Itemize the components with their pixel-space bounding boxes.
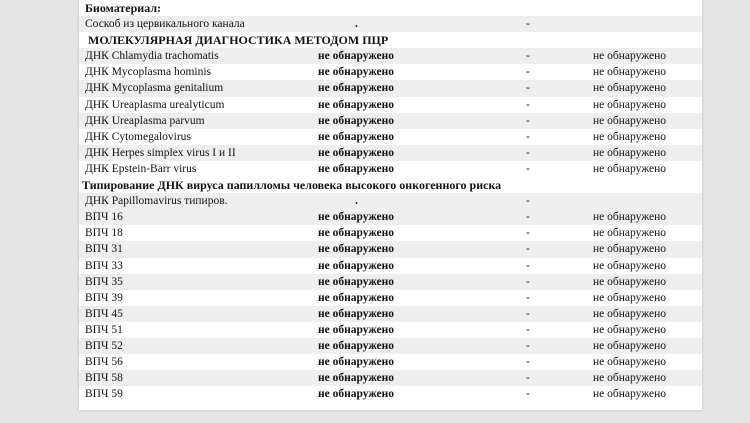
test-name: ВПЧ 18 bbox=[85, 227, 123, 240]
hpv-table-row bbox=[79, 274, 702, 290]
test-reference: не обнаружено bbox=[593, 227, 666, 240]
pcr-section-title: МОЛЕКУЛЯРНАЯ ДИАГНОСТИКА МЕТОДОМ ПЦР bbox=[88, 33, 389, 48]
test-name: ДНК Ureaplasma urealyticum bbox=[85, 98, 225, 111]
hpv-table-row bbox=[79, 209, 702, 225]
pcr-table-row bbox=[79, 113, 702, 129]
pcr-table-row bbox=[79, 161, 702, 177]
test-reference: не обнаружено bbox=[593, 211, 666, 224]
hpv-subheader-dash: - bbox=[526, 195, 530, 208]
test-reference: не обнаружено bbox=[593, 243, 666, 256]
test-reference: не обнаружено bbox=[593, 356, 666, 369]
test-reference: не обнаружено bbox=[593, 82, 666, 95]
test-reference: не обнаружено bbox=[593, 339, 666, 352]
pcr-table-row bbox=[79, 145, 702, 161]
test-mark: - bbox=[526, 227, 530, 240]
hpv-table-row bbox=[79, 225, 702, 241]
test-result: не обнаружено bbox=[318, 146, 394, 159]
biomaterial-label: Биоматериал: bbox=[85, 1, 162, 15]
test-result: не обнаружено bbox=[318, 307, 394, 320]
test-result: не обнаружено bbox=[318, 82, 394, 95]
hpv-section-title-row bbox=[79, 177, 702, 193]
test-result: не обнаружено bbox=[318, 388, 394, 401]
hpv-table-row bbox=[79, 354, 702, 370]
test-name: ДНК Chlamydia trachomatis bbox=[85, 50, 219, 63]
test-reference: не обнаружено bbox=[593, 50, 666, 63]
test-name: ДНК Ureaplasma parvum bbox=[85, 114, 205, 127]
test-name: ВПЧ 58 bbox=[85, 372, 123, 385]
test-result: не обнаружено bbox=[318, 339, 394, 352]
pcr-table-row bbox=[79, 48, 702, 64]
test-result: не обнаружено bbox=[318, 66, 394, 79]
test-result: не обнаружено bbox=[318, 275, 394, 288]
test-reference: не обнаружено bbox=[593, 98, 666, 111]
pcr-table-row bbox=[79, 80, 702, 96]
test-mark: - bbox=[526, 243, 530, 256]
test-mark: - bbox=[526, 66, 530, 79]
test-name: ВПЧ 59 bbox=[85, 388, 123, 401]
test-reference: не обнаружено bbox=[593, 388, 666, 401]
test-result: не обнаружено bbox=[318, 291, 394, 304]
test-mark: - bbox=[526, 98, 530, 111]
test-mark: - bbox=[526, 162, 530, 175]
test-result: не обнаружено bbox=[318, 130, 394, 143]
test-mark: - bbox=[526, 82, 530, 95]
test-result: не обнаружено bbox=[318, 323, 394, 336]
pcr-rows bbox=[79, 48, 702, 177]
test-reference: не обнаружено bbox=[593, 307, 666, 320]
hpv-rows bbox=[79, 209, 702, 402]
test-name: ВПЧ 52 bbox=[85, 339, 123, 352]
test-name: ДНК Mycoplasma genitalium bbox=[85, 82, 224, 95]
test-reference: не обнаружено bbox=[593, 130, 666, 143]
hpv-table-row bbox=[79, 258, 702, 274]
test-reference: не обнаружено bbox=[593, 146, 666, 159]
biomaterial-value: Соскоб из цервикального канала bbox=[85, 18, 245, 31]
test-mark: - bbox=[526, 114, 530, 127]
test-reference: не обнаружено bbox=[593, 114, 666, 127]
test-reference: не обнаружено bbox=[593, 372, 666, 385]
test-name: ВПЧ 39 bbox=[85, 291, 123, 304]
test-mark: - bbox=[526, 259, 530, 272]
biomaterial-heading-row bbox=[79, 0, 702, 16]
test-result: не обнаружено bbox=[318, 227, 394, 240]
hpv-table-row bbox=[79, 322, 702, 338]
test-name: ВПЧ 16 bbox=[85, 211, 123, 224]
test-name: ДНК Epstein-Barr virus bbox=[85, 162, 197, 175]
hpv-table-row bbox=[79, 386, 702, 402]
hpv-table-row bbox=[79, 306, 702, 322]
test-mark: - bbox=[526, 356, 530, 369]
test-name: ДНК Herpes simplex virus I и II bbox=[85, 146, 236, 159]
test-reference: не обнаружено bbox=[593, 259, 666, 272]
biomaterial-value-row bbox=[79, 16, 702, 32]
test-result: не обнаружено bbox=[318, 259, 394, 272]
test-result: не обнаружено bbox=[318, 162, 394, 175]
test-name: ВПЧ 35 bbox=[85, 275, 123, 288]
test-mark: - bbox=[526, 307, 530, 320]
biomaterial-dot: . bbox=[355, 18, 358, 31]
pcr-table-row bbox=[79, 129, 702, 145]
test-name: ВПЧ 33 bbox=[85, 259, 123, 272]
report-table bbox=[79, 0, 702, 402]
test-result: не обнаружено bbox=[318, 98, 394, 111]
biomaterial-dash: - bbox=[526, 18, 530, 31]
pcr-table-row bbox=[79, 97, 702, 113]
test-mark: - bbox=[526, 130, 530, 143]
hpv-table-row bbox=[79, 290, 702, 306]
test-reference: не обнаружено bbox=[593, 162, 666, 175]
hpv-subheader-row bbox=[79, 193, 702, 209]
test-mark: - bbox=[526, 275, 530, 288]
test-mark: - bbox=[526, 146, 530, 159]
test-result: не обнаружено bbox=[318, 372, 394, 385]
test-result: не обнаружено bbox=[318, 50, 394, 63]
lab-report-page bbox=[79, 0, 702, 410]
test-name: ВПЧ 56 bbox=[85, 356, 123, 369]
pcr-table-row bbox=[79, 64, 702, 80]
test-reference: не обнаружено bbox=[593, 323, 666, 336]
test-mark: - bbox=[526, 339, 530, 352]
test-result: не обнаружено bbox=[318, 211, 394, 224]
test-result: не обнаружено bbox=[318, 243, 394, 256]
test-result: не обнаружено bbox=[318, 114, 394, 127]
hpv-table-row bbox=[79, 370, 702, 386]
hpv-section-title: Типирование ДНК вируса папилломы человека высокого онкогенного риска bbox=[82, 178, 502, 193]
test-mark: - bbox=[526, 323, 530, 336]
test-mark: - bbox=[526, 211, 530, 224]
hpv-subheader-name: ДНК Papillomavirus типиров. bbox=[85, 195, 228, 208]
test-mark: - bbox=[526, 291, 530, 304]
test-reference: не обнаружено bbox=[593, 291, 666, 304]
test-result: не обнаружено bbox=[318, 356, 394, 369]
test-name: ДНК Cytomegalovirus bbox=[85, 130, 191, 143]
test-mark: - bbox=[526, 372, 530, 385]
test-mark: - bbox=[526, 388, 530, 401]
hpv-subheader-dot: . bbox=[355, 195, 358, 208]
test-name: ВПЧ 45 bbox=[85, 307, 123, 320]
test-name: ВПЧ 31 bbox=[85, 243, 123, 256]
pcr-section-title-row bbox=[79, 32, 702, 48]
test-reference: не обнаружено bbox=[593, 66, 666, 79]
test-name: ВПЧ 51 bbox=[85, 323, 123, 336]
test-mark: - bbox=[526, 50, 530, 63]
hpv-table-row bbox=[79, 338, 702, 354]
test-name: ДНК Mycoplasma hominis bbox=[85, 66, 212, 79]
hpv-table-row bbox=[79, 241, 702, 257]
test-reference: не обнаружено bbox=[593, 275, 666, 288]
